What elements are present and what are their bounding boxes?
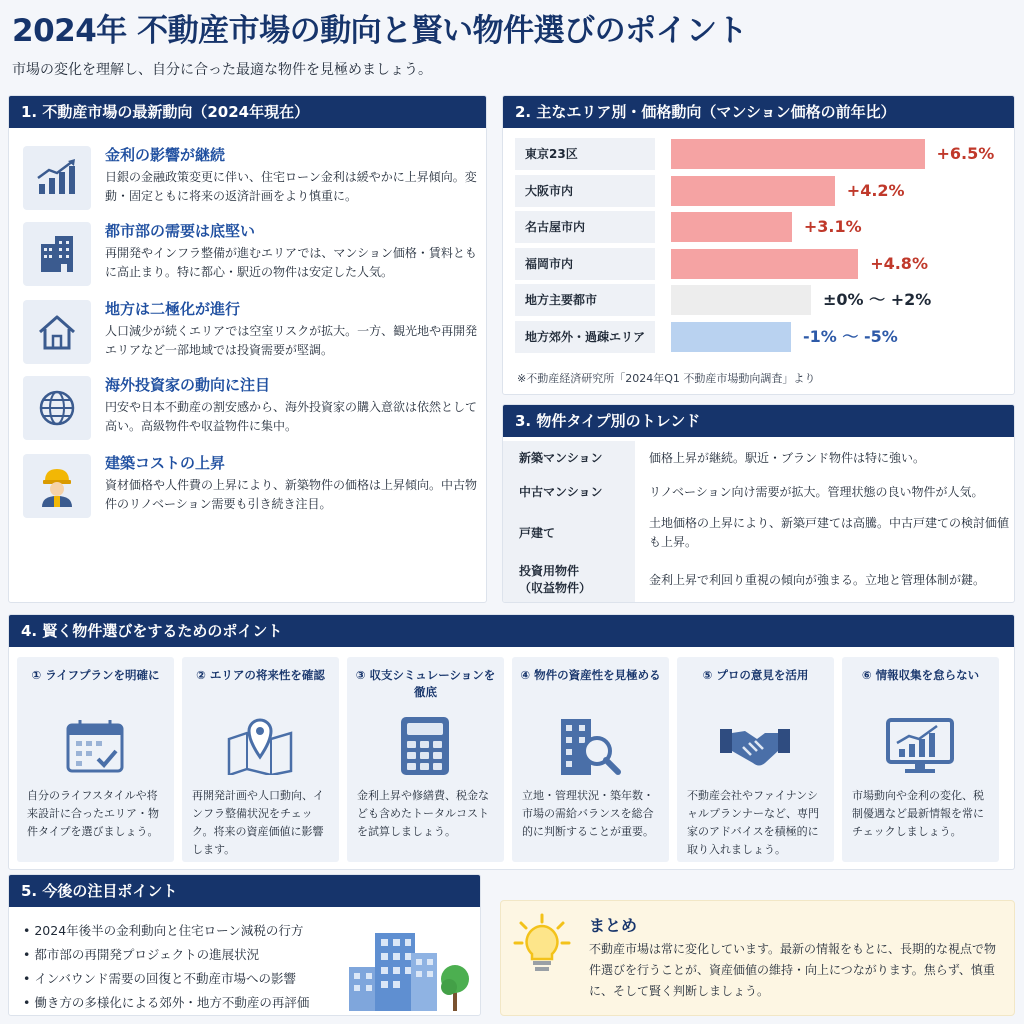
summary-box (500, 900, 1015, 1016)
section-market-trends (8, 95, 487, 603)
section-heading: 4. 賢く物件選びをするためのポイント (9, 615, 1014, 647)
type-name: 戸建て (503, 509, 635, 557)
bar-value-label: +4.8% (870, 253, 928, 273)
building-search-icon (550, 711, 630, 781)
trend-desc: 再開発やインフラ整備が進むエリアでは、マンション価格・賃料ともに高止まり。特に都心・駅近の物件は安定した人気。 (105, 246, 477, 279)
bar-row (515, 248, 1005, 280)
trend-title: 金利の影響が継続 (105, 146, 226, 164)
bar-category-label: 地方主要都市 (515, 284, 655, 316)
section-heading: 2. 主なエリア別・価格動向（マンション価格の前年比） (503, 96, 1014, 128)
bar-category-label: 東京23区 (515, 138, 655, 170)
tip-title: ② エリアの将来性を確認 (196, 668, 325, 682)
trend-item (19, 220, 487, 290)
tip-title: ⑥ 情報収集を怠らない (861, 668, 980, 682)
trend-desc: 円安や日本不動産の割安感から、海外投資家の購入意欲は依然として高い。高級物件や収益物件に集中。 (105, 400, 478, 433)
type-row (503, 475, 1015, 509)
calculator-icon (385, 711, 465, 781)
type-name: 新築マンション (503, 441, 635, 475)
tip-card (512, 657, 669, 862)
bar-row (515, 284, 1005, 316)
type-desc: 土地価格の上昇により、新築戸建ては高騰。中古戸建ての検討価値も上昇。 (649, 516, 1010, 549)
handshake-icon (715, 711, 795, 781)
tip-title: ③ 収支シミュレーションを徹底 (355, 668, 496, 699)
construction-worker-icon (23, 454, 91, 518)
map-pin-icon (220, 711, 300, 781)
section-heading: 3. 物件タイプ別のトレンド (503, 405, 1014, 437)
type-desc: リノベーション向け需要が拡大。管理状態の良い物件が人気。 (649, 484, 984, 499)
tip-title: ④ 物件の資産性を見極める (520, 668, 661, 682)
summary-title: まとめ (589, 916, 638, 935)
bar (671, 249, 858, 279)
trend-desc: 資材価格や人件費の上昇により、新築物件の価格は上昇傾向。中古物件のリノベーション需要も引き続き注目。 (105, 478, 478, 511)
tip-card (182, 657, 339, 862)
bar-row (515, 211, 1005, 243)
list-item: • 働き方の多様化による郊外・地方不動産の再評価 (23, 991, 309, 1015)
trend-title: 都市部の需要は底堅い (105, 222, 256, 240)
list-item: • インバウンド需要の回復と不動産市場への影響 (23, 967, 309, 991)
tip-card (842, 657, 999, 862)
bar-row (515, 321, 1005, 353)
tip-desc: 金利上昇や修繕費、税金なども含めたトータルコストを試算しましょう。 (357, 789, 489, 838)
source-note: ※不動産経済研究所「2024年Q1 不動産市場動向調査」より (517, 372, 816, 385)
bar-category-label: 名古屋市内 (515, 211, 655, 243)
trend-item (19, 374, 487, 444)
light-bulb-icon (513, 913, 571, 979)
tip-desc: 立地・管理状況・築年数・市場の需給バランスを総合的に判断することが重要。 (522, 789, 654, 838)
bar (671, 176, 835, 206)
bar-value-label: ±0% 〜 +2% (823, 290, 932, 309)
type-name: 中古マンション (503, 475, 635, 509)
tip-card (17, 657, 174, 862)
section-area-prices (502, 95, 1015, 395)
monitor-chart-icon (880, 711, 960, 781)
summary-text: 不動産市場は常に変化しています。最新の情報をもとに、長期的な視点で物件選びを行うことが、資産価値の維持・向上につながります。焦らず、慎重に、そして賢く判断しましょう。 (589, 942, 997, 998)
bar-category-label: 大阪市内 (515, 175, 655, 207)
tip-title: ① ライフプランを明確に (31, 668, 160, 682)
bar-value-label: +4.2% (846, 180, 905, 200)
trend-title: 地方は二極化が進行 (105, 300, 241, 318)
bar-value-label: +3.1% (803, 217, 862, 236)
bar (671, 139, 925, 169)
trend-title: 建築コストの上昇 (105, 454, 226, 472)
section-heading: 5. 今後の注目ポイント (9, 875, 480, 907)
calendar-check-icon (55, 711, 135, 781)
trend-item (19, 298, 487, 368)
office-building-icon (23, 222, 91, 286)
section-selection-tips (8, 614, 1015, 870)
tip-desc: 再開発計画や人口動向、インフラ整備状況をチェック。将来の資産価値に影響します。 (192, 789, 324, 856)
bar-category-label: 福岡市内 (515, 248, 655, 280)
trend-desc: 人口減少が続くエリアでは空室リスクが拡大。一方、観光地や再開発エリアなど一部地域では投資需要が堅調。 (105, 324, 478, 357)
type-row (503, 557, 1015, 603)
trend-item (19, 144, 487, 214)
type-row (503, 509, 1015, 557)
tip-desc: 自分のライフスタイルや将来設計に合ったエリア・物件タイプを選びましょう。 (27, 789, 159, 838)
section-heading: 1. 不動産市場の最新動向（2024年現在） (9, 96, 486, 128)
trend-desc: 日銀の金融政策変更に伴い、住宅ローン金利は緩やかに上昇傾向。変動・固定ともに将来の返済計画をより慎重に。 (105, 170, 477, 203)
type-name: 投資用物件 （収益物件） (503, 557, 635, 603)
bar (671, 212, 792, 242)
tip-card (677, 657, 834, 862)
section-property-types (502, 404, 1015, 603)
list-item: • 2024年後半の金利動向と住宅ローン減税の行方 (23, 919, 309, 943)
rising-chart-icon (23, 146, 91, 210)
type-desc: 価格上昇が継続。駅近・ブランド物件は特に強い。 (649, 450, 926, 465)
globe-icon (23, 376, 91, 440)
type-desc: 金利上昇で利回り重視の傾向が強まる。立地と管理体制が鍵。 (649, 572, 986, 587)
bar-category-label: 地方郊外・過疎エリア (515, 321, 655, 353)
future-points-list (23, 919, 309, 1015)
bar-value-label: -1% 〜 -5% (803, 326, 898, 346)
bar (671, 285, 811, 315)
city-buildings-icon (345, 927, 473, 1015)
tip-card (347, 657, 504, 862)
bar-value-label: +6.5% (936, 144, 995, 163)
tip-desc: 不動産会社やファイナンシャルプランナーなど、専門家のアドバイスを積極的に取り入れましょう。 (687, 789, 819, 856)
house-icon (23, 300, 91, 364)
page-subtitle: 市場の変化を理解し、自分に合った最適な物件を見極めましょう。 (12, 62, 432, 78)
page-title: 2024年 不動産市場の動向と賢い物件選びのポイント (12, 13, 748, 49)
bar-row (515, 175, 1005, 207)
trend-item (19, 452, 487, 522)
bar-row (515, 138, 1005, 170)
bar (671, 322, 791, 352)
tip-desc: 市場動向や金利の変化、税制優遇など最新情報を常にチェックしましょう。 (852, 789, 984, 838)
type-row (503, 441, 1015, 475)
trend-title: 海外投資家の動向に注目 (105, 376, 271, 394)
section-future-points (8, 874, 481, 1016)
list-item: • 都市部の再開発プロジェクトの進展状況 (23, 943, 309, 967)
tip-title: ⑤ プロの意見を活用 (702, 668, 809, 682)
